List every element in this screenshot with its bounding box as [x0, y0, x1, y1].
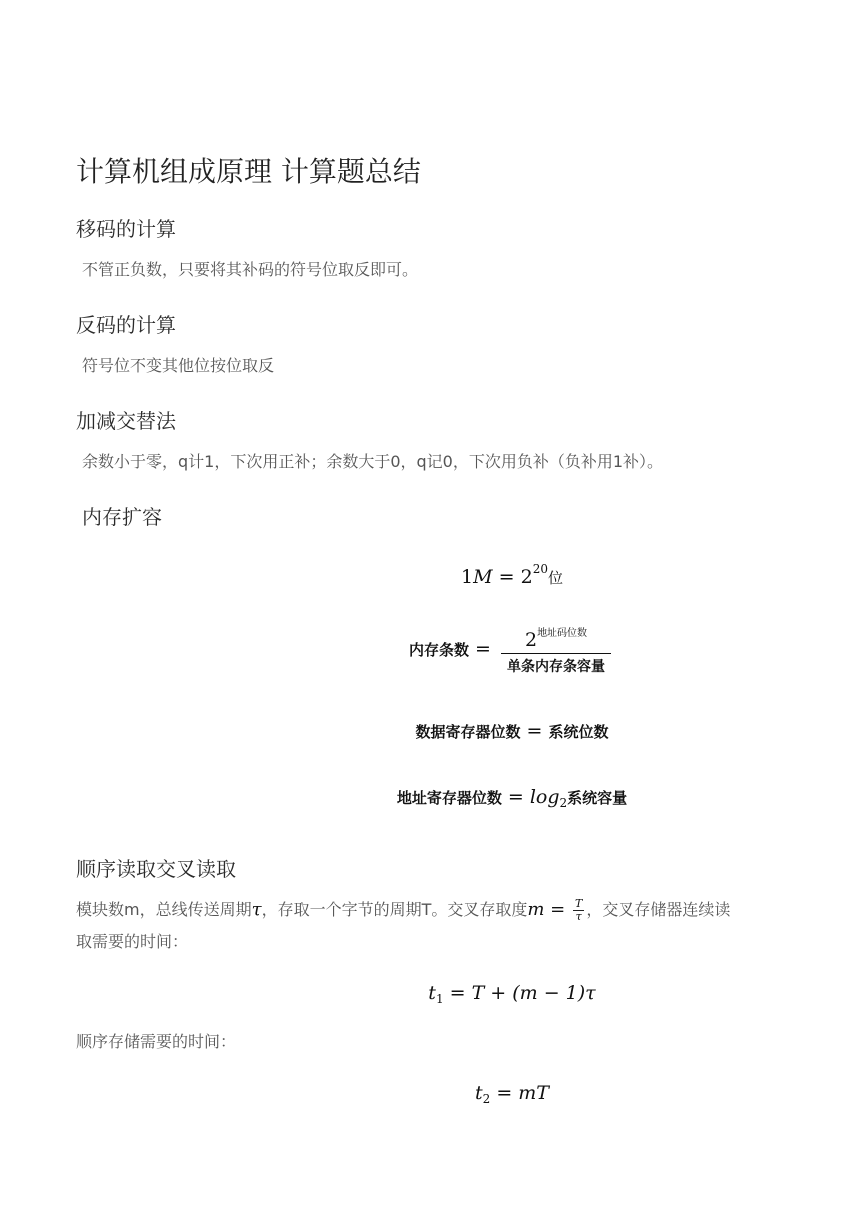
section-heading-ones-complement: 反码的计算 [76, 313, 176, 337]
section-text-ones-complement: 符号位不变其他位按位取反 [82, 356, 275, 375]
eq2-numerator [501, 624, 611, 654]
para1-eq: = [550, 899, 566, 920]
para1-m: m [527, 899, 545, 920]
section-heading-memory-expansion: 内存扩容 [82, 505, 162, 529]
section-heading-add-sub-alternate: 加减交替法 [76, 409, 176, 433]
eq4-rhs: 系统容量 [567, 789, 628, 807]
eq2-num-base: 2 [524, 629, 538, 651]
eq-t2-var: t [475, 1082, 483, 1104]
equation-data-register [0, 720, 868, 742]
eq2-denominator: 单条内存条容量 [507, 659, 606, 675]
interleaved-paragraph-1-line2: 取需要的时间： [76, 932, 189, 951]
interleaved-paragraph-1 [76, 898, 730, 922]
eq2-lhs: 内存条数 [408, 641, 469, 659]
section-text-add-sub-alternate: 余数小于零，q计1，下次用正补；余数大于0，q记0，下次用负补（负补用1补）。 [82, 452, 664, 471]
eq1-unit: 位 [547, 569, 563, 587]
para1-part-b: ，存取一个字节的周期T。交叉存取度 [261, 900, 528, 919]
para1-fraction [573, 896, 584, 923]
eq-t2-sub: 2 [482, 1092, 491, 1106]
para1-tau: τ [251, 899, 262, 920]
equation-t1 [0, 982, 868, 1006]
equation-memory-count [0, 624, 868, 676]
eq3-lhs: 数据寄存器位数 [415, 723, 521, 741]
eq2-num-exp: 地址码位数 [537, 628, 588, 639]
equation-t2 [0, 1082, 868, 1106]
equation-address-register [0, 786, 868, 810]
para1-part-c: ，交叉存储器连续读 [586, 900, 731, 919]
interleaved-paragraph-2: 顺序存储需要的时间： [76, 1032, 237, 1051]
eq-t2-rhs: = mT [496, 1082, 549, 1104]
eq3-rhs: 系统位数 [548, 723, 609, 741]
eq1-base: 2 [520, 566, 533, 588]
eq3-op: = [526, 720, 543, 742]
page-title: 计算机组成原理 计算题总结 [76, 155, 421, 188]
eq-t1-var: t [428, 982, 436, 1004]
section-heading-interleaved: 顺序读取交叉读取 [76, 857, 236, 881]
para1-frac-den: τ [575, 909, 582, 923]
eq-t1-rhs: = T + (m − 1)τ [449, 982, 596, 1004]
para1-part-a: 模块数m，总线传送周期 [76, 900, 252, 919]
para1-frac-num: T [574, 896, 583, 910]
eq4-lhs: 地址寄存器位数 [396, 789, 502, 807]
eq-t1-sub: 1 [435, 992, 444, 1006]
section-text-bias-code: 不管正负数，只要将其补码的符号位取反即可。 [82, 260, 419, 279]
eq4-sub: 2 [559, 796, 568, 810]
section-heading-bias-code: 移码的计算 [76, 217, 176, 241]
eq2-op: = [475, 638, 491, 660]
equation-1m [0, 562, 868, 588]
eq1-op: = [498, 566, 515, 588]
eq1-exp: 20 [532, 562, 548, 576]
eq2-fraction [501, 624, 611, 676]
eq4-op: = [507, 786, 524, 808]
eq4-func: log [529, 786, 560, 808]
eq1-lhs-var: M [473, 566, 493, 588]
eq1-lhs-num: 1 [461, 566, 474, 588]
